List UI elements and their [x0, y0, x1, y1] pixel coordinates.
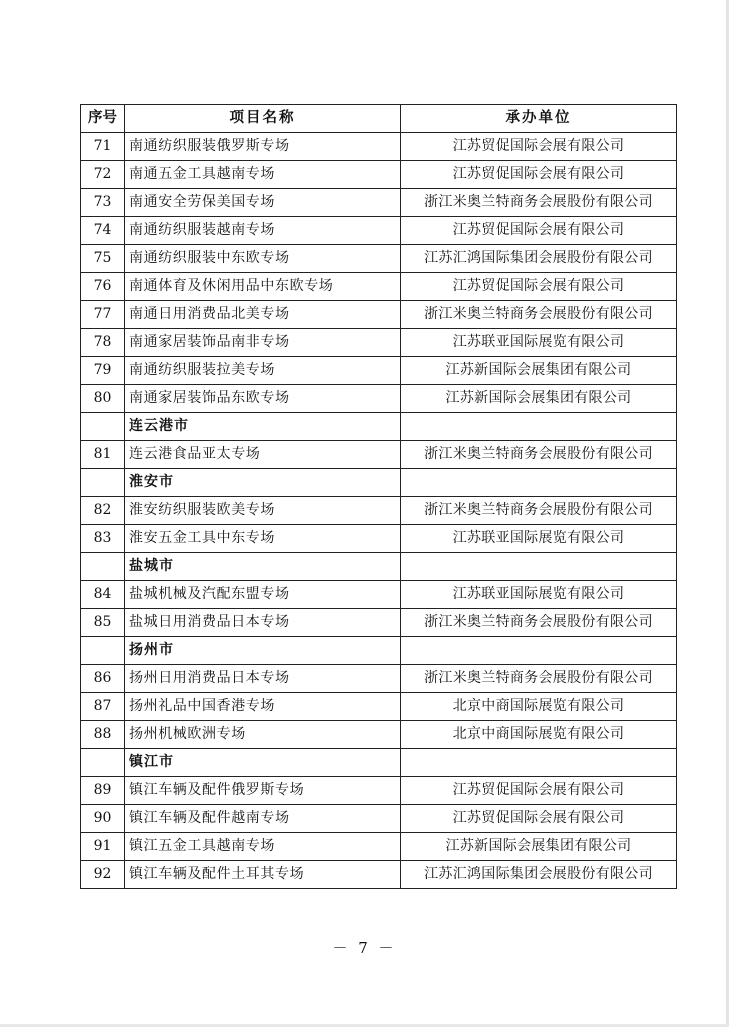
section-title: 镇江市 [125, 749, 401, 777]
table-row [81, 525, 677, 553]
header-no: 序号 [81, 105, 125, 133]
cell-no: 78 [81, 329, 125, 357]
table-row [81, 385, 677, 413]
cell-no: 71 [81, 133, 125, 161]
section-title: 扬州市 [125, 637, 401, 665]
table-row [81, 161, 677, 189]
cell-project-name: 南通安全劳保美国专场 [125, 189, 401, 217]
table-row [81, 441, 677, 469]
section-title: 淮安市 [125, 469, 401, 497]
cell-project-name: 盐城日用消费品日本专场 [125, 609, 401, 637]
table-row [81, 273, 677, 301]
cell-project-name: 淮安五金工具中东专场 [125, 525, 401, 553]
cell-no: 77 [81, 301, 125, 329]
section-title: 盐城市 [125, 553, 401, 581]
cell-project-name: 扬州机械欧洲专场 [125, 721, 401, 749]
table-row [81, 805, 677, 833]
cell-organizer [401, 553, 677, 581]
cell-no: 74 [81, 217, 125, 245]
cell-organizer: 浙江米奥兰特商务会展股份有限公司 [401, 301, 677, 329]
cell-organizer [401, 413, 677, 441]
cell-organizer: 江苏贸促国际会展有限公司 [401, 805, 677, 833]
table-row [81, 777, 677, 805]
cell-organizer: 北京中商国际展览有限公司 [401, 721, 677, 749]
cell-no [81, 749, 125, 777]
cell-no: 88 [81, 721, 125, 749]
table-row [81, 861, 677, 889]
cell-no: 73 [81, 189, 125, 217]
cell-project-name: 南通纺织服装拉美专场 [125, 357, 401, 385]
cell-organizer: 浙江米奥兰特商务会展股份有限公司 [401, 665, 677, 693]
cell-no: 87 [81, 693, 125, 721]
table-row [81, 329, 677, 357]
header-organizer: 承办单位 [401, 105, 677, 133]
table-row [81, 301, 677, 329]
cell-organizer: 江苏贸促国际会展有限公司 [401, 777, 677, 805]
cell-organizer: 江苏贸促国际会展有限公司 [401, 273, 677, 301]
cell-organizer: 江苏汇鸿国际集团会展股份有限公司 [401, 861, 677, 889]
cell-no: 83 [81, 525, 125, 553]
cell-project-name: 南通纺织服装中东欧专场 [125, 245, 401, 273]
cell-organizer: 浙江米奥兰特商务会展股份有限公司 [401, 189, 677, 217]
cell-no: 84 [81, 581, 125, 609]
cell-no [81, 413, 125, 441]
cell-organizer: 江苏新国际会展集团有限公司 [401, 357, 677, 385]
table-row [81, 693, 677, 721]
cell-organizer: 江苏贸促国际会展有限公司 [401, 133, 677, 161]
table-row [81, 833, 677, 861]
table-row [81, 245, 677, 273]
cell-organizer: 江苏贸促国际会展有限公司 [401, 217, 677, 245]
header-project-name: 项目名称 [125, 105, 401, 133]
section-row [81, 553, 677, 581]
cell-project-name: 南通体育及休闲用品中东欧专场 [125, 273, 401, 301]
table-body [81, 133, 677, 889]
table-row [81, 497, 677, 525]
cell-no: 91 [81, 833, 125, 861]
cell-organizer: 江苏联亚国际展览有限公司 [401, 581, 677, 609]
section-title: 连云港市 [125, 413, 401, 441]
section-row [81, 749, 677, 777]
cell-project-name: 扬州日用消费品日本专场 [125, 665, 401, 693]
cell-no [81, 469, 125, 497]
cell-project-name: 镇江五金工具越南专场 [125, 833, 401, 861]
cell-project-name: 南通五金工具越南专场 [125, 161, 401, 189]
cell-organizer: 江苏汇鸿国际集团会展股份有限公司 [401, 245, 677, 273]
cell-project-name: 南通纺织服装越南专场 [125, 217, 401, 245]
table-row [81, 357, 677, 385]
cell-no: 80 [81, 385, 125, 413]
cell-project-name: 镇江车辆及配件俄罗斯专场 [125, 777, 401, 805]
cell-no: 81 [81, 441, 125, 469]
table-row [81, 609, 677, 637]
table-row [81, 217, 677, 245]
cell-no: 90 [81, 805, 125, 833]
cell-organizer: 北京中商国际展览有限公司 [401, 693, 677, 721]
cell-no [81, 553, 125, 581]
cell-organizer: 浙江米奥兰特商务会展股份有限公司 [401, 497, 677, 525]
cell-project-name: 南通日用消费品北美专场 [125, 301, 401, 329]
table-row [81, 133, 677, 161]
table-row [81, 665, 677, 693]
section-row [81, 469, 677, 497]
table-row [81, 189, 677, 217]
page-number: － 7 － [332, 939, 397, 957]
cell-organizer [401, 469, 677, 497]
cell-organizer: 江苏新国际会展集团有限公司 [401, 833, 677, 861]
cell-organizer: 浙江米奥兰特商务会展股份有限公司 [401, 609, 677, 637]
cell-organizer [401, 637, 677, 665]
cell-project-name: 镇江车辆及配件土耳其专场 [125, 861, 401, 889]
cell-project-name: 扬州礼品中国香港专场 [125, 693, 401, 721]
cell-organizer: 江苏联亚国际展览有限公司 [401, 329, 677, 357]
section-row [81, 413, 677, 441]
cell-organizer [401, 749, 677, 777]
cell-organizer: 浙江米奥兰特商务会展股份有限公司 [401, 441, 677, 469]
cell-no [81, 637, 125, 665]
cell-project-name: 盐城机械及汽配东盟专场 [125, 581, 401, 609]
table-row [81, 581, 677, 609]
section-row [81, 637, 677, 665]
cell-organizer: 江苏贸促国际会展有限公司 [401, 161, 677, 189]
cell-no: 79 [81, 357, 125, 385]
cell-no: 86 [81, 665, 125, 693]
cell-no: 82 [81, 497, 125, 525]
cell-organizer: 江苏联亚国际展览有限公司 [401, 525, 677, 553]
cell-project-name: 淮安纺织服装欧美专场 [125, 497, 401, 525]
cell-no: 76 [81, 273, 125, 301]
cell-no: 72 [81, 161, 125, 189]
cell-no: 85 [81, 609, 125, 637]
cell-no: 92 [81, 861, 125, 889]
cell-no: 75 [81, 245, 125, 273]
table-header-row [81, 105, 677, 133]
table-row [81, 721, 677, 749]
cell-no: 89 [81, 777, 125, 805]
cell-project-name: 南通家居装饰品东欧专场 [125, 385, 401, 413]
cell-project-name: 镇江车辆及配件越南专场 [125, 805, 401, 833]
cell-project-name: 南通纺织服装俄罗斯专场 [125, 133, 401, 161]
cell-project-name: 连云港食品亚太专场 [125, 441, 401, 469]
project-table [80, 104, 677, 889]
cell-project-name: 南通家居装饰品南非专场 [125, 329, 401, 357]
cell-organizer: 江苏新国际会展集团有限公司 [401, 385, 677, 413]
